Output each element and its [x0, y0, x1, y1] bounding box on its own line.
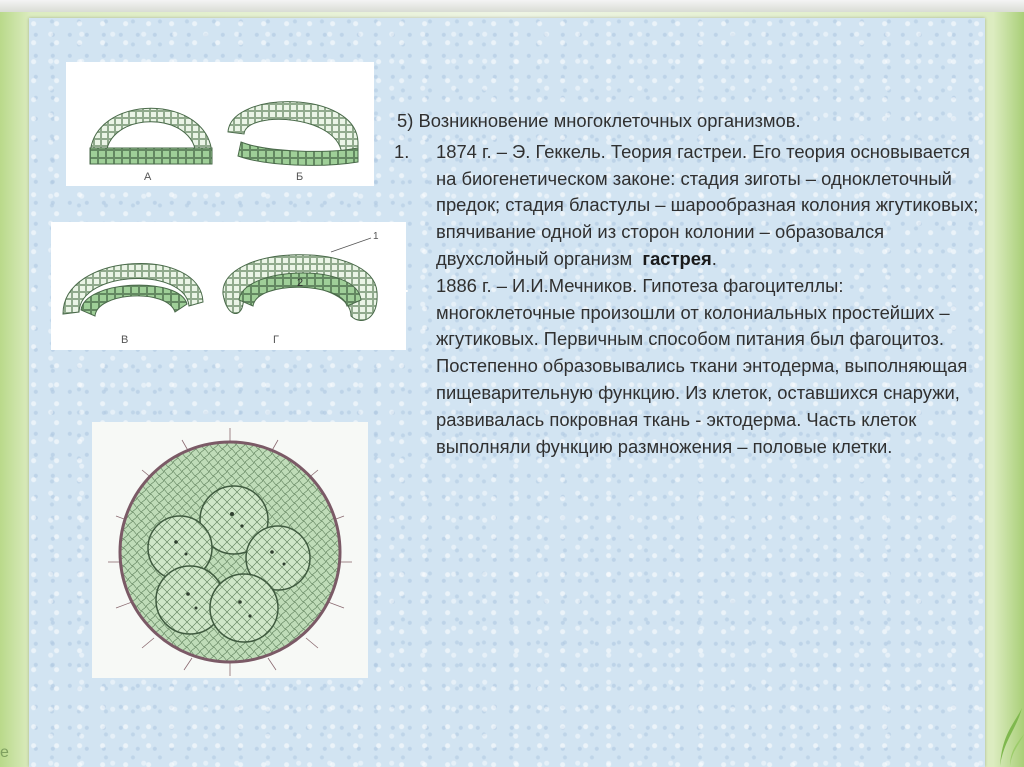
- list-item: [394, 273, 979, 461]
- corner-mark: e: [0, 744, 9, 761]
- leaf-decoration-icon: [996, 700, 1024, 767]
- callout-1: 1: [373, 231, 379, 242]
- list-item: [394, 139, 979, 273]
- list-item-body: [436, 139, 979, 273]
- germ-cell-5: [210, 574, 278, 642]
- list-number: 2.: [394, 274, 410, 296]
- callout-line-1: [331, 238, 371, 252]
- label-a: А: [144, 171, 152, 183]
- label-v: В: [121, 334, 129, 346]
- embryo-ab-drawing: [66, 62, 374, 186]
- figure-colony: [92, 422, 368, 678]
- section-heading: 5) Возникновение многоклеточных организмов.: [397, 110, 801, 131]
- figure-embryo-vg: [51, 222, 406, 350]
- gastrea-term: гастрея: [642, 247, 712, 269]
- colony-drawing: [92, 422, 368, 678]
- figure-embryo-ab: [66, 62, 374, 186]
- slide-text: [394, 108, 979, 460]
- haeckel-theory-text: 1874 г. – Э. Геккель. Теория гастреи. Его теория основывается на биогенетическом законе: стадия зиготы – одноклеточный предок; стадия бластулы – шарообразная колония жгутиковых; впячивание одной из сторон колонии – образовался двухслойный организм: [436, 140, 979, 269]
- embryo-a-base: [90, 148, 212, 164]
- label-g: Г: [273, 334, 279, 346]
- callout-2: 2: [297, 277, 304, 289]
- window-top-frame: [0, 0, 1024, 12]
- embryo-v-inner: [81, 285, 187, 316]
- list-number: 1.: [394, 140, 410, 162]
- label-b: Б: [296, 171, 304, 183]
- embryo-vg-drawing: [51, 222, 406, 350]
- mechnikov-hypothesis-text: 1886 г. – И.И.Мечников. Гипотеза фагоцителлы: многоклеточные произошли от колониальных простейших – жгутиковых. Первичным способом питания был фагоцитоз. Постепенно образовывались ткани энтодерма, выполняющая пищеварительную функцию. Из клеток, оставшихся снаружи, развивалась покровная ткань - эктодерма. Часть клеток выполняли функцию размножения – половые клетки.: [436, 274, 968, 457]
- item-tail: .: [711, 247, 717, 269]
